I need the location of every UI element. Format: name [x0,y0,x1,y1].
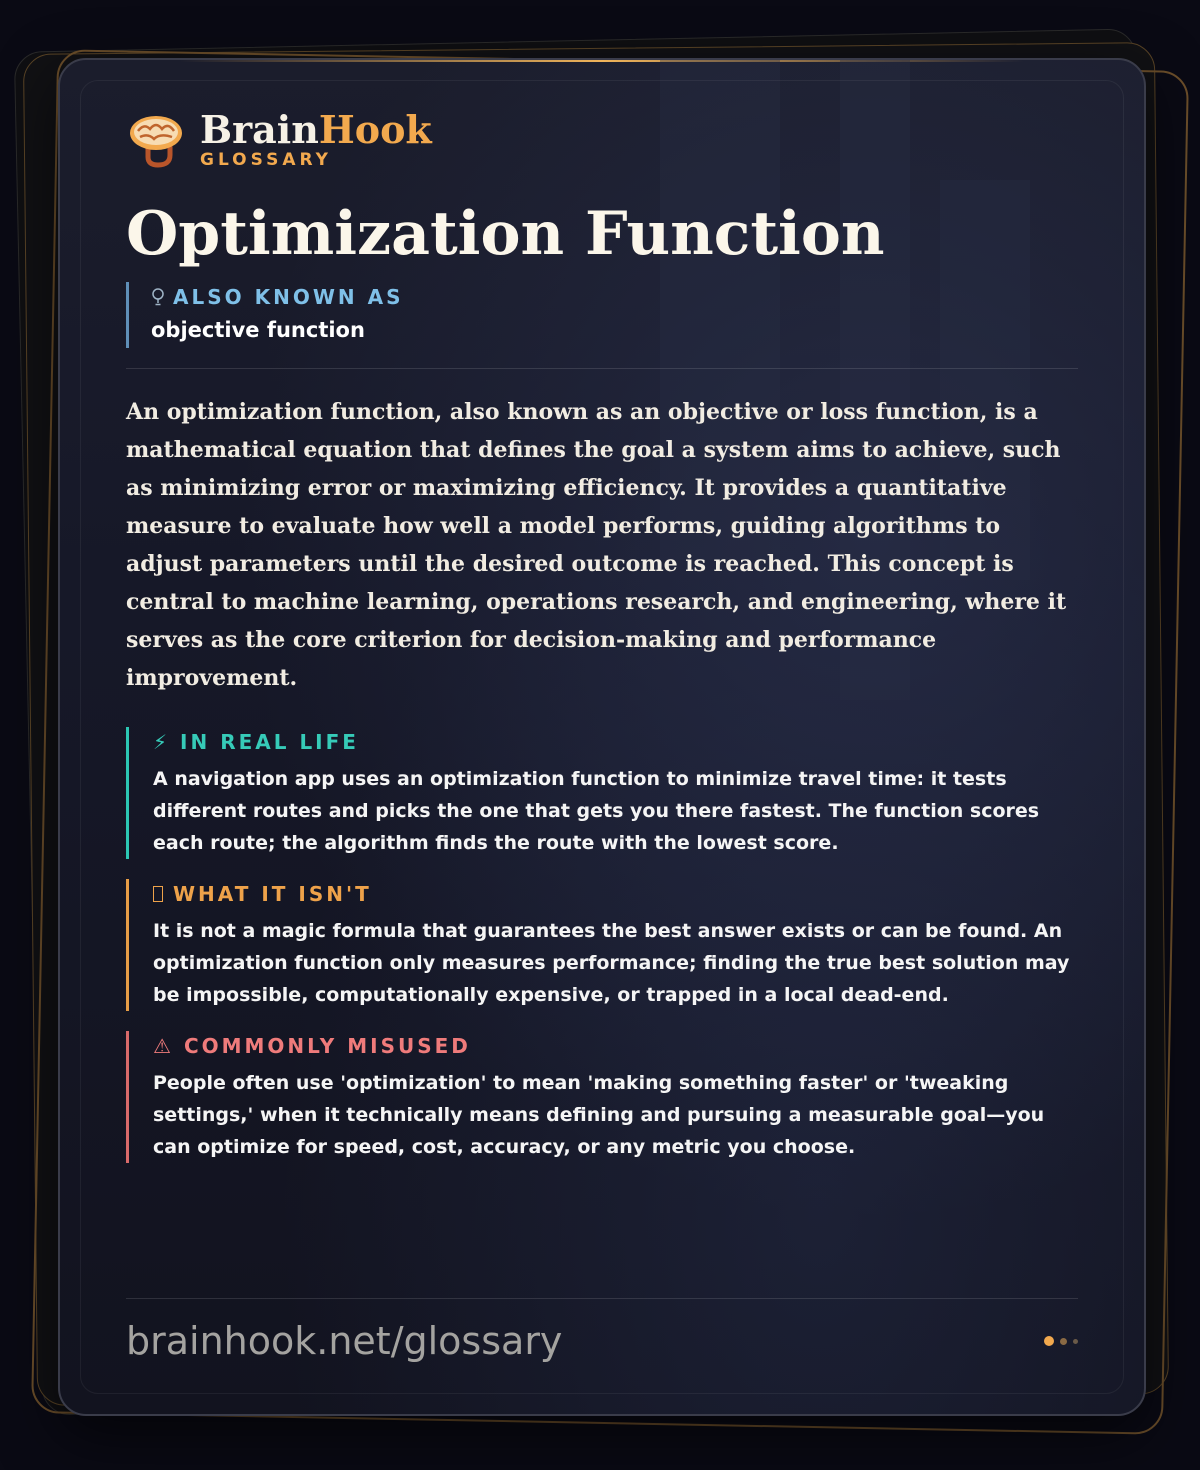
also-known-as-label [151,282,1078,312]
pagination-dot [1073,1339,1078,1344]
section-commonly-misused [126,1031,1078,1163]
brain-hook-logo-icon [126,109,186,169]
section-real-life-title: IN REAL LIFE [180,730,359,754]
brand-header [126,104,1078,174]
divider [126,368,1078,369]
definition-text: An optimization function, also known as an objective or loss function, is a mathematical equation that defines the goal a system aims to achieve, such as minimizing error or maximizing efficiency. It provides a quantitative measure to evaluate how well a model performs, guiding algorithms to adjust parameters until the desired outcome is reached. This concept is central to machine learning, operations research, and engineering, where it serves as the core criterion for decision-making and performance improvement. [126,399,1067,691]
also-known-as-block [126,282,1078,348]
glossary-card [58,58,1146,1416]
missing-glyph-icon [153,886,163,902]
footer-url-link[interactable]: brainhook.net/glossary [126,1319,563,1363]
pagination-dots [1044,1336,1078,1346]
lightbulb-icon [151,288,165,306]
footer-divider [126,1298,1078,1299]
brand-name-part1: Brain [200,107,319,152]
section-real-life [126,727,1078,859]
section-commonly-misused-title: COMMONLY MISUSED [183,1034,471,1058]
section-what-it-isnt [126,879,1078,1011]
section-what-it-isnt-title: WHAT IT ISN'T [173,882,372,906]
also-known-as-text: ALSO KNOWN AS [173,285,404,309]
section-what-it-isnt-label [153,879,1078,909]
brand-subtitle: GLOSSARY [200,150,332,170]
pagination-dot [1060,1338,1067,1345]
lightning-icon: ⚡ [153,730,171,754]
term-title: Optimization Function [126,199,885,269]
section-what-it-isnt-body: It is not a magic formula that guarantees the best answer exists or can be found. An optimization function only measures performance; finding the true best solution may be impossible, computationally expensive, or trapped in a local dead-end. [153,920,1070,1006]
section-real-life-label [153,727,1078,757]
pagination-dot-active [1044,1336,1054,1346]
section-commonly-misused-body: People often use 'optimization' to mean 'making something faster' or 'tweaking settings,' when it technically means defining and pursuing a measurable goal—you can optimize for speed, cost, accuracy, or any metric you choose. [153,1072,1045,1158]
card-footer [126,1298,1078,1363]
warning-icon: ⚠ [153,1034,174,1058]
also-known-as-value: objective function [151,318,365,342]
brand-name [200,108,432,152]
brand-name-part2: Hook [318,107,432,152]
footer-row [126,1319,1078,1363]
section-commonly-misused-label [153,1031,1078,1061]
section-real-life-body: A navigation app uses an optimization function to minimize travel time: it tests different routes and picks the one that gets you there fastest. The function scores each route; the algorithm finds the route with the lowest score. [153,768,1040,854]
card-content [126,104,1078,1163]
